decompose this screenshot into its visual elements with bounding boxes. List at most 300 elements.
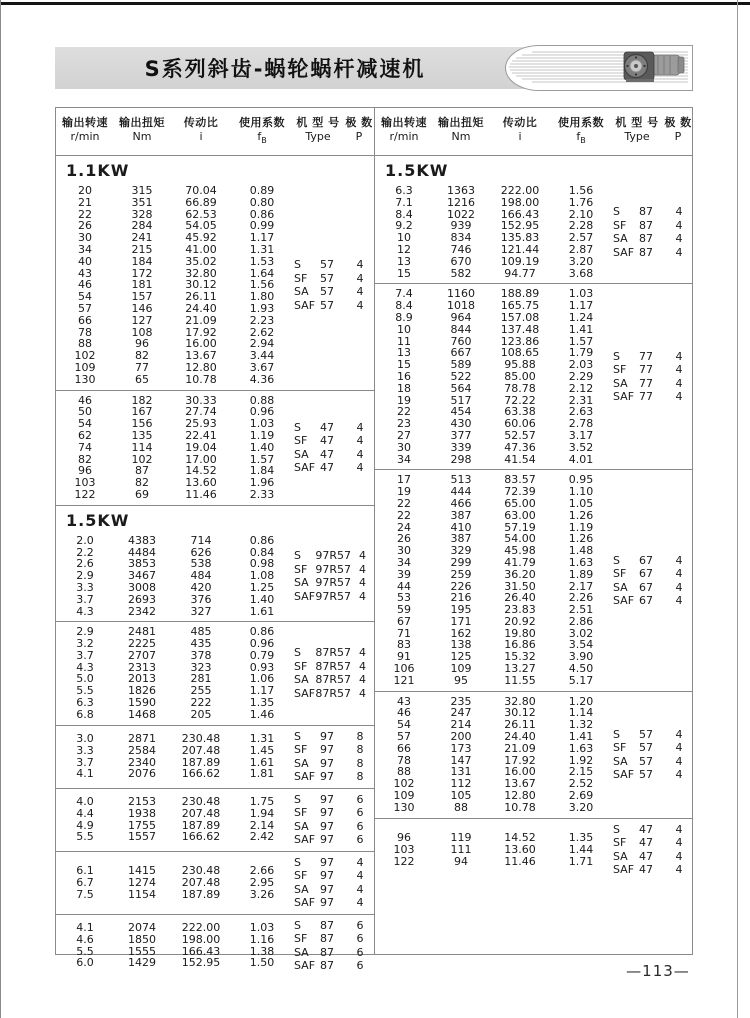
column-header <box>611 115 663 148</box>
torque-value: 1826 <box>128 684 156 698</box>
torque-value: 147 <box>450 753 472 767</box>
section-heading: 1.5KW <box>385 161 449 180</box>
rpm-value: 3.7 <box>76 592 94 606</box>
ratio-value: 255 <box>190 684 212 698</box>
table-row <box>375 442 611 454</box>
fb-value: 1.61 <box>249 604 275 618</box>
rpm-value: 54 <box>397 718 411 732</box>
ratio-value: 10.78 <box>504 800 536 814</box>
table-row <box>56 256 292 268</box>
fb-value: 3.68 <box>568 266 594 280</box>
column-header-unit: Type <box>305 129 331 143</box>
type-row <box>611 554 693 568</box>
type-row <box>611 219 693 233</box>
rpm-value: 4.3 <box>76 604 94 618</box>
rpm-value: 34 <box>78 242 92 256</box>
rpm-value: 2.6 <box>76 557 94 571</box>
spec-block <box>56 789 374 852</box>
ratio-value: 72.22 <box>504 393 536 407</box>
rpm-value: 22 <box>397 496 411 510</box>
model-size: 97R57 <box>315 589 351 603</box>
table-body <box>375 156 692 954</box>
ratio-value: 323 <box>190 660 212 674</box>
model-group <box>292 421 374 475</box>
rpm-value: 106 <box>393 662 415 676</box>
fb-value: 2.63 <box>568 405 594 419</box>
ratio-value: 10.78 <box>185 372 217 386</box>
model-prefix: SF <box>294 562 308 576</box>
torque-value: 3008 <box>128 580 156 594</box>
ratio-value: 123.86 <box>500 334 540 348</box>
pole-count: 4 <box>675 376 683 390</box>
fb-value: 1.40 <box>249 440 275 454</box>
rpm-value: 44 <box>397 579 411 593</box>
rpm-value: 46 <box>397 706 411 720</box>
ratio-value: 19.04 <box>185 440 217 454</box>
table-row <box>56 374 292 386</box>
ratio-value: 11.46 <box>185 487 217 501</box>
ratio-value: 376 <box>190 592 212 606</box>
type-row <box>292 687 374 701</box>
column-header <box>375 115 433 148</box>
torque-value: 3853 <box>128 557 156 571</box>
rpm-value: 102 <box>393 777 415 791</box>
rpm-value: 40 <box>78 254 92 268</box>
ratio-value: 16.86 <box>504 638 536 652</box>
table-row <box>56 745 292 757</box>
table-row <box>56 957 292 969</box>
pole-count: 4 <box>675 390 683 404</box>
fb-value: 1.24 <box>568 310 594 324</box>
fb-value: 1.26 <box>568 508 594 522</box>
rpm-value: 4.0 <box>76 795 94 809</box>
type-row <box>292 820 374 834</box>
type-row <box>611 390 693 404</box>
pole-count: 4 <box>356 420 364 434</box>
model-prefix: SF <box>613 363 627 377</box>
model-prefix: SA <box>294 285 309 299</box>
table-row <box>56 865 292 877</box>
ratio-value: 63.38 <box>504 405 536 419</box>
pole-count: 4 <box>675 741 683 755</box>
pole-count: 8 <box>356 729 364 743</box>
table-body <box>56 156 374 973</box>
model-prefix: S <box>294 420 301 434</box>
ratio-value: 207.48 <box>181 806 221 820</box>
model-size: 47 <box>639 849 653 863</box>
pole-count: 6 <box>356 918 364 932</box>
model-prefix: SAF <box>294 770 316 784</box>
model-group <box>292 730 374 784</box>
rpm-value: 46 <box>78 393 92 407</box>
torque-value: 114 <box>131 440 153 454</box>
ratio-value: 30.33 <box>185 393 217 407</box>
numeric-rows <box>56 535 292 618</box>
model-size: 47 <box>320 447 334 461</box>
model-group <box>292 919 374 973</box>
torque-value: 1216 <box>447 195 475 209</box>
fb-value: 1.20 <box>568 694 594 708</box>
pole-count: 4 <box>675 594 683 607</box>
rpm-value: 67 <box>397 614 411 628</box>
ratio-value: 435 <box>190 637 212 651</box>
model-size: 97 <box>320 855 334 869</box>
rpm-value: 88 <box>397 765 411 779</box>
ratio-value: 95.88 <box>504 358 536 372</box>
torque-value: 410 <box>450 520 472 534</box>
rpm-value: 5.5 <box>76 830 94 844</box>
rpm-value: 103 <box>393 842 415 856</box>
torque-value: 4383 <box>128 533 156 547</box>
rpm-value: 22 <box>397 405 411 419</box>
torque-value: 4484 <box>128 545 156 559</box>
pole-count: 4 <box>356 869 364 883</box>
ratio-value: 152.95 <box>500 219 540 233</box>
torque-value: 95 <box>454 673 468 687</box>
torque-value: 88 <box>454 800 468 814</box>
torque-value: 1429 <box>128 956 156 970</box>
model-size: 97 <box>320 806 334 820</box>
pole-count: 8 <box>356 770 364 784</box>
page-top-rule <box>0 2 750 5</box>
torque-value: 1468 <box>128 707 156 721</box>
fb-value: 2.57 <box>568 231 594 245</box>
numeric-rows <box>56 626 292 720</box>
rpm-value: 6.8 <box>76 707 94 721</box>
table-row <box>375 557 611 569</box>
fb-value: 1.10 <box>568 485 594 499</box>
torque-value: 135 <box>131 428 153 442</box>
rpm-value: 122 <box>393 854 415 868</box>
torque-value: 582 <box>450 266 472 280</box>
fb-value: 0.93 <box>249 660 275 674</box>
fb-value: 1.63 <box>568 555 594 569</box>
torque-value: 844 <box>450 322 472 336</box>
type-row <box>611 836 693 850</box>
ratio-value: 13.27 <box>504 662 536 676</box>
spec-table <box>55 107 693 973</box>
fb-value: 1.96 <box>249 476 275 490</box>
spec-block <box>375 470 692 691</box>
fb-value: 2.95 <box>249 875 275 889</box>
table-half-right <box>374 108 692 954</box>
pole-count: 6 <box>356 792 364 806</box>
model-prefix: SA <box>613 754 628 768</box>
table-row <box>56 889 292 901</box>
fb-value: 3.26 <box>249 887 275 901</box>
type-row <box>292 757 374 771</box>
rpm-value: 10 <box>397 231 411 245</box>
torque-value: 247 <box>450 706 472 720</box>
rpm-value: 62 <box>78 428 92 442</box>
table-row <box>56 831 292 843</box>
table-row <box>375 743 611 755</box>
ratio-value: 60.06 <box>504 417 536 431</box>
torque-value: 517 <box>450 393 472 407</box>
torque-value: 195 <box>450 603 472 617</box>
ratio-value: 17.92 <box>185 325 217 339</box>
numeric-rows <box>375 696 611 814</box>
torque-value: 444 <box>450 485 472 499</box>
rpm-value: 4.1 <box>76 767 94 781</box>
torque-value: 513 <box>450 473 472 487</box>
ratio-value: 31.50 <box>504 579 536 593</box>
type-row <box>292 959 374 973</box>
torque-value: 138 <box>450 638 472 652</box>
model-size: 57 <box>320 285 334 299</box>
model-size: 57 <box>320 271 334 285</box>
fb-value: 2.26 <box>568 591 594 605</box>
numeric-rows <box>375 185 611 279</box>
type-row <box>292 461 374 475</box>
fb-value: 0.86 <box>249 625 275 639</box>
torque-value: 329 <box>450 544 472 558</box>
table-row <box>56 197 292 209</box>
table-row <box>56 877 292 889</box>
spec-block <box>56 531 374 623</box>
torque-value: 200 <box>450 730 472 744</box>
column-header <box>433 115 489 148</box>
rpm-value: 2.2 <box>76 545 94 559</box>
rpm-value: 19 <box>397 393 411 407</box>
model-size: 67 <box>639 594 653 607</box>
fb-value: 2.29 <box>568 369 594 383</box>
pole-count: 4 <box>356 461 364 475</box>
model-size: 87R57 <box>315 646 351 660</box>
ratio-value: 187.89 <box>181 818 221 832</box>
fb-value: 1.25 <box>249 580 275 594</box>
fb-value: 1.93 <box>249 301 275 315</box>
ratio-value: 23.83 <box>504 603 536 617</box>
column-header <box>551 115 611 148</box>
rpm-value: 74 <box>78 440 92 454</box>
torque-value: 1018 <box>447 299 475 313</box>
fb-value: 1.17 <box>249 231 275 245</box>
torque-value: 1557 <box>128 830 156 844</box>
model-prefix: SA <box>294 756 309 770</box>
type-row <box>611 350 693 364</box>
rpm-value: 7.5 <box>76 887 94 901</box>
rpm-value: 34 <box>397 555 411 569</box>
rpm-value: 3.7 <box>76 648 94 662</box>
fb-value: 2.10 <box>568 207 594 221</box>
rpm-value: 8.4 <box>395 207 413 221</box>
rpm-value: 8.4 <box>395 299 413 313</box>
numeric-rows <box>375 832 611 867</box>
rpm-value: 30 <box>78 231 92 245</box>
type-row <box>611 755 693 769</box>
torque-value: 241 <box>131 231 153 245</box>
rpm-value: 22 <box>78 207 92 221</box>
table-row <box>56 606 292 618</box>
table-header-row <box>56 108 374 156</box>
column-header <box>232 115 292 148</box>
spec-block <box>56 915 374 977</box>
pole-count: 4 <box>356 434 364 448</box>
ratio-value: 13.60 <box>504 842 536 856</box>
fb-value: 0.79 <box>249 648 275 662</box>
numeric-rows <box>56 733 292 780</box>
rpm-value: 2.9 <box>76 569 94 583</box>
rpm-value: 3.3 <box>76 580 94 594</box>
torque-value: 1154 <box>128 887 156 901</box>
rpm-value: 39 <box>397 567 411 581</box>
torque-value: 2074 <box>128 921 156 935</box>
torque-value: 119 <box>450 830 472 844</box>
fb-value: 1.31 <box>249 732 275 746</box>
fb-value: 0.96 <box>249 637 275 651</box>
model-prefix: S <box>613 553 620 567</box>
ratio-value: 47.36 <box>504 440 536 454</box>
ratio-value: 14.52 <box>504 830 536 844</box>
model-prefix: SA <box>613 580 628 594</box>
type-row <box>292 946 374 960</box>
torque-value: 181 <box>131 278 153 292</box>
model-prefix: SAF <box>613 768 635 782</box>
rpm-value: 23 <box>397 417 411 431</box>
ratio-value: 16.00 <box>504 765 536 779</box>
model-size: 87R57 <box>315 686 351 700</box>
column-header-unit: Nm <box>132 129 152 143</box>
torque-value: 1938 <box>128 806 156 820</box>
type-row <box>611 850 693 864</box>
numeric-rows <box>56 185 292 386</box>
fb-value: 1.76 <box>568 195 594 209</box>
rpm-value: 53 <box>397 591 411 605</box>
table-row <box>56 582 292 594</box>
rpm-value: 4.1 <box>76 921 94 935</box>
torque-value: 589 <box>450 358 472 372</box>
ratio-value: 166.62 <box>181 830 221 844</box>
ratio-value: 16.00 <box>185 337 217 351</box>
model-size: 47 <box>639 836 653 850</box>
fb-value: 2.03 <box>568 358 594 372</box>
model-group <box>611 823 693 877</box>
fb-value: 1.64 <box>249 266 275 280</box>
rpm-value: 6.3 <box>76 696 94 710</box>
torque-value: 1850 <box>128 932 156 946</box>
ratio-value: 30.12 <box>504 706 536 720</box>
ratio-value: 20.92 <box>504 614 536 628</box>
rpm-value: 7.4 <box>395 287 413 301</box>
model-size: 47 <box>320 461 334 475</box>
torque-value: 2340 <box>128 755 156 769</box>
model-size: 87 <box>320 945 334 959</box>
pole-count: 8 <box>356 756 364 770</box>
model-prefix: SA <box>294 673 309 687</box>
rpm-value: 96 <box>78 464 92 478</box>
model-group <box>292 549 374 603</box>
pole-count: 8 <box>356 743 364 757</box>
rpm-value: 4.4 <box>76 806 94 820</box>
column-header <box>56 115 114 148</box>
ratio-value: 157.08 <box>500 310 540 324</box>
ratio-value: 420 <box>190 580 212 594</box>
torque-value: 299 <box>450 555 472 569</box>
fb-value: 3.44 <box>249 349 275 363</box>
ratio-value: 26.40 <box>504 591 536 605</box>
table-row <box>56 244 292 256</box>
model-group <box>292 793 374 847</box>
model-prefix: SAF <box>294 298 316 312</box>
model-prefix: SAF <box>294 896 316 910</box>
ratio-value: 484 <box>190 569 212 583</box>
type-row <box>611 823 693 837</box>
torque-value: 1555 <box>128 944 156 958</box>
pole-count: 4 <box>356 258 364 272</box>
table-row <box>56 535 292 547</box>
spec-block <box>375 819 692 881</box>
fb-value: 2.86 <box>568 614 594 628</box>
fb-value: 1.41 <box>568 730 594 744</box>
type-row <box>611 768 693 782</box>
model-prefix: SA <box>613 376 628 390</box>
torque-value: 2693 <box>128 592 156 606</box>
pole-count: 4 <box>675 349 683 363</box>
table-row <box>375 197 611 209</box>
torque-value: 259 <box>450 567 472 581</box>
torque-value: 127 <box>131 313 153 327</box>
ratio-value: 54.00 <box>504 532 536 546</box>
ratio-value: 30.12 <box>185 278 217 292</box>
model-size: 87 <box>320 932 334 946</box>
torque-value: 96 <box>135 337 149 351</box>
torque-value: 109 <box>450 662 472 676</box>
rpm-value: 43 <box>78 266 92 280</box>
type-row <box>611 205 693 219</box>
model-size: 97 <box>320 896 334 910</box>
model-prefix: SAF <box>294 686 316 700</box>
fb-value: 1.56 <box>249 278 275 292</box>
torque-value: 2584 <box>128 743 156 757</box>
table-row <box>56 650 292 662</box>
fb-value: 2.87 <box>568 242 594 256</box>
type-row <box>292 285 374 299</box>
table-row <box>375 856 611 868</box>
column-header-unit: P <box>674 129 682 143</box>
model-prefix: S <box>294 792 301 806</box>
type-row <box>292 919 374 933</box>
ratio-value: 205 <box>190 707 212 721</box>
pole-count: 4 <box>356 855 364 869</box>
model-prefix: SAF <box>613 863 635 877</box>
pole-count: 4 <box>675 768 683 782</box>
torque-value: 315 <box>131 184 153 197</box>
rpm-value: 13 <box>397 346 411 360</box>
ratio-value: 78.78 <box>504 381 536 395</box>
spec-block <box>56 391 374 506</box>
model-prefix: SF <box>613 836 627 850</box>
ratio-value: 26.11 <box>504 718 536 732</box>
model-group <box>611 350 693 404</box>
type-row <box>292 646 374 660</box>
fb-value: 1.71 <box>568 854 594 868</box>
section-heading: 1.1KW <box>66 161 130 180</box>
fb-value: 1.17 <box>249 684 275 698</box>
rpm-value: 7.1 <box>395 195 413 209</box>
rpm-value: 2.9 <box>76 625 94 639</box>
page-number: —113— <box>626 962 690 980</box>
model-group <box>611 205 693 259</box>
model-size: 57 <box>639 727 653 741</box>
rpm-value: 4.6 <box>76 932 94 946</box>
pole-count: 6 <box>356 806 364 820</box>
model-size: 87R57 <box>315 673 351 687</box>
torque-value: 94 <box>454 854 468 868</box>
fb-value: 1.53 <box>249 254 275 268</box>
torque-value: 69 <box>135 487 149 501</box>
pole-count: 4 <box>359 549 366 562</box>
